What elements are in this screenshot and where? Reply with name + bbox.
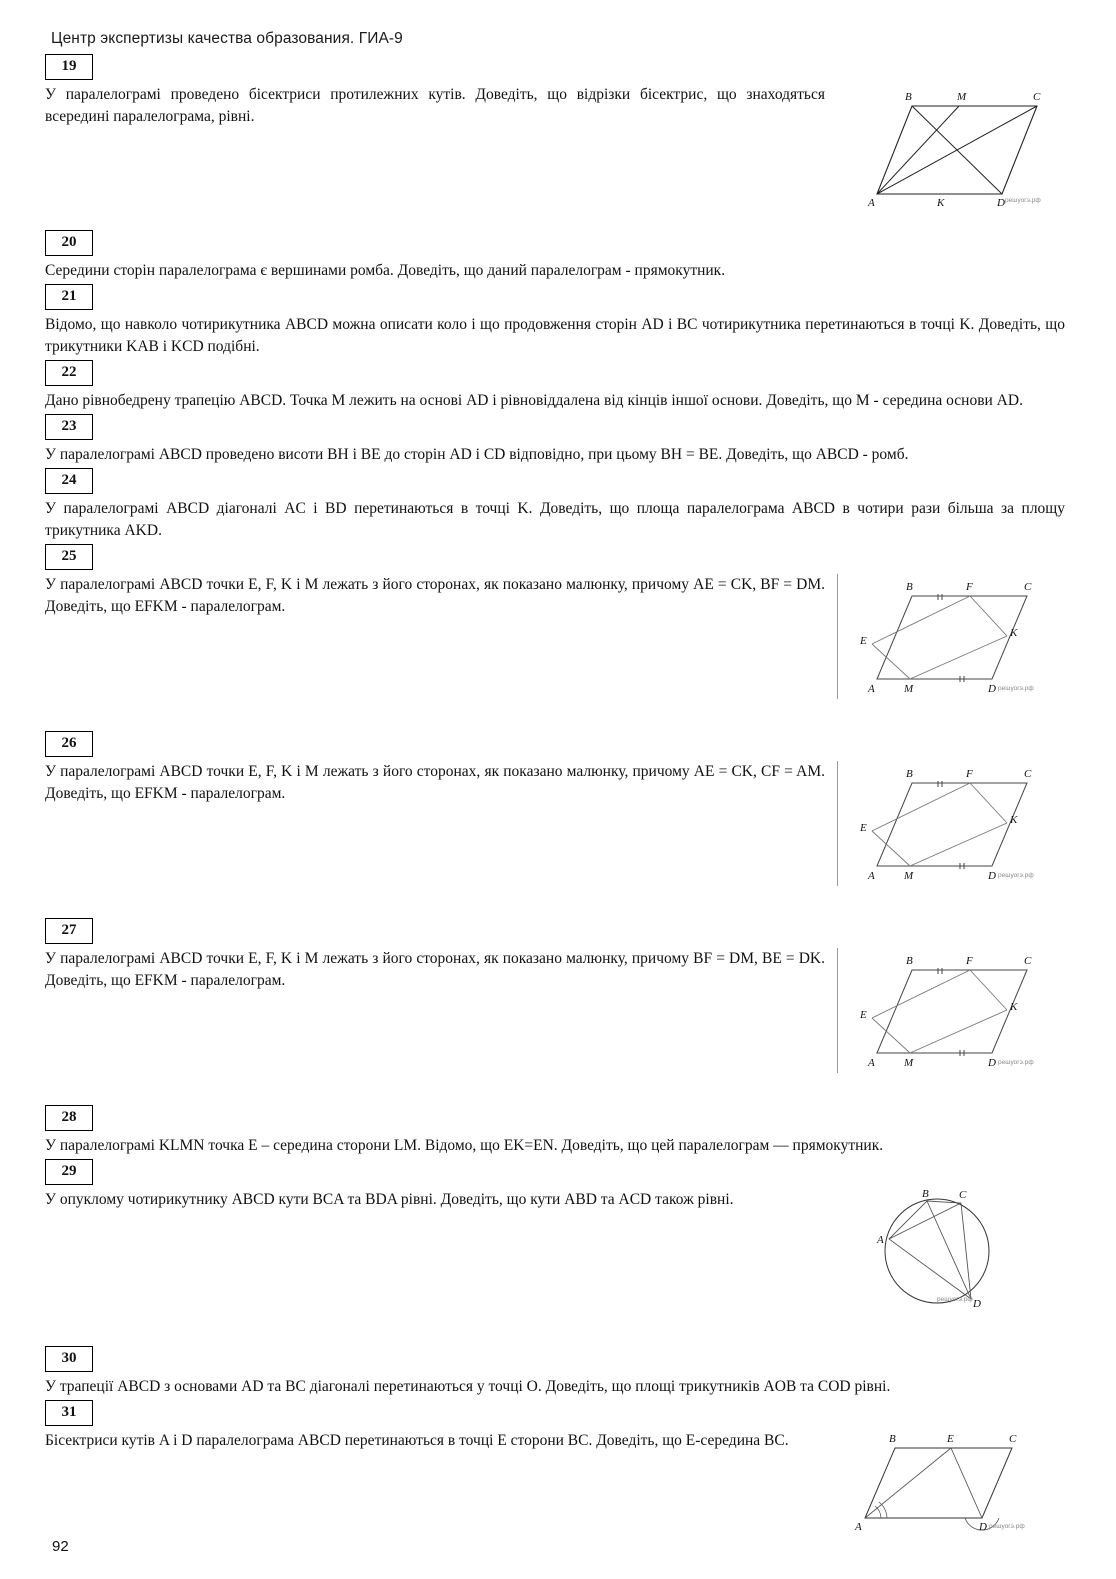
task-text: Дано рівнобедрену трапецію ABCD. Точка M лежить на основі AD і рівновіддалена від кінців іншої основи. Доведіть, що M - середина основи AD.: [45, 392, 1023, 409]
svg-text:K: K: [1010, 814, 1018, 826]
svg-text:B: B: [922, 1189, 929, 1200]
task-number-badge: 21: [45, 284, 93, 310]
svg-text:F: F: [966, 768, 973, 780]
svg-text:A: A: [868, 683, 875, 695]
task-number-badge: 25: [45, 544, 93, 570]
svg-text:C: C: [1009, 1433, 1017, 1445]
figure-parallelogram-efkm: [837, 574, 1067, 699]
task-number-badge: 28: [45, 1105, 93, 1131]
svg-text:A: A: [868, 197, 875, 209]
svg-text:A: A: [868, 870, 875, 882]
figure-circle-quadrilateral: [837, 1189, 1052, 1314]
svg-text:D: D: [988, 870, 996, 882]
task-number-badge: 29: [45, 1159, 93, 1185]
svg-text:C: C: [1024, 955, 1032, 967]
svg-text:D: D: [988, 683, 996, 695]
task-number-badge: 23: [45, 414, 93, 440]
svg-text:E: E: [860, 635, 867, 647]
svg-text:E: E: [947, 1433, 954, 1445]
task-number-badge: 19: [45, 54, 93, 80]
task-number-badge: 20: [45, 230, 93, 256]
svg-text:C: C: [959, 1189, 967, 1201]
task-text: Відомо, що навколо чотирикутника ABCD можна описати коло і що продовження сторін AD і BC чотирикутника перетинаються в точці K. Доведіть, що трикутники KAB і KCD подібні.: [45, 316, 1065, 355]
task-21: [45, 284, 1071, 358]
svg-text:A: A: [855, 1521, 862, 1533]
svg-text:F: F: [966, 955, 973, 967]
svg-text:C: C: [1033, 91, 1041, 103]
svg-text:решуогэ.рф: решуогэ.рф: [998, 685, 1034, 692]
svg-text:K: K: [937, 197, 945, 209]
task-text: Бісектриси кутів A і D паралелограма ABCD перетинаються в точці E сторони BC. Доведіть, що E-середина BC.: [45, 1432, 789, 1449]
task-19: [45, 54, 1071, 214]
figure-parallelogram-efkm: [837, 948, 1067, 1073]
task-text: У трапеції ABCD з основами AD та BC діагоналі перетинаються у точці O. Доведіть, що площі трикутників AOB та COD рівні.: [45, 1378, 891, 1395]
task-number-badge: 26: [45, 731, 93, 757]
task-number-badge: 30: [45, 1346, 93, 1372]
svg-text:D: D: [988, 1057, 996, 1069]
svg-text:C: C: [1024, 581, 1032, 593]
svg-text:B: B: [889, 1433, 896, 1445]
figure-parallelogram-bisectors: [837, 84, 1052, 214]
svg-text:B: B: [905, 91, 912, 103]
figure-parallelogram-angle-bisectors: [837, 1430, 1052, 1540]
task-number-badge: 22: [45, 360, 93, 386]
svg-text:K: K: [1010, 627, 1018, 639]
svg-text:M: M: [904, 1057, 914, 1069]
task-text: У паралелограмі KLMN точка E – середина сторони LM. Відомо, що EK=EN. Доведіть, що цей паралелограм — прямокутник.: [45, 1137, 884, 1154]
task-29: [45, 1159, 1071, 1314]
svg-text:F: F: [966, 581, 973, 593]
task-text: Середини сторін паралелограма є вершинами ромба. Доведіть, що даний паралелограм - прямокутник.: [45, 262, 726, 279]
svg-text:E: E: [860, 1009, 867, 1021]
task-number-badge: 24: [45, 468, 93, 494]
task-text: У паралелограмі ABCD точки E, F, K і M лежать з його сторонах, як показано малюнку, причому AE = CK, BF = DM. Доведіть, що EFKM - паралелограм.: [45, 576, 825, 615]
figure-parallelogram-efkm: [837, 761, 1067, 886]
task-text: У паралелограмі ABCD проведено висоти BH і BE до сторін AD і CD відповідно, при цьому BH = BE. Доведіть, що ABCD - ромб.: [45, 446, 909, 463]
svg-text:B: B: [906, 955, 913, 967]
svg-text:решуогэ.рф: решуогэ.рф: [998, 1059, 1034, 1066]
task-text: У паралелограмі проведено бісектриси протилежних кутів. Доведіть, що відрізки бісектрис, що знаходяться всередині паралелограма, рівні.: [45, 86, 825, 125]
task-24: [45, 468, 1071, 542]
task-text: У паралелограмі ABCD точки E, F, K і M лежать з його сторонах, як показано малюнку, причому AE = CK, CF = AM. Доведіть, що EFKM - паралелограм.: [45, 763, 825, 802]
svg-text:решуогэ.рф: решуогэ.рф: [1005, 197, 1041, 204]
task-31: [45, 1400, 1071, 1540]
page-number: 92: [52, 1538, 69, 1555]
svg-text:решуогэ.рф: решуогэ.рф: [989, 1523, 1025, 1530]
task-20: [45, 230, 1071, 282]
task-23: [45, 414, 1071, 466]
svg-text:A: A: [868, 1057, 875, 1069]
svg-text:C: C: [1024, 768, 1032, 780]
task-text: У паралелограмі ABCD діагоналі AC і BD перетинаються в точці K. Доведіть, що площа паралелограма ABCD в чотири рази більша за площу трикутника AKD.: [45, 500, 1065, 539]
svg-text:D: D: [973, 1298, 981, 1310]
svg-text:B: B: [906, 768, 913, 780]
svg-text:M: M: [904, 683, 914, 695]
task-27: [45, 918, 1071, 1073]
page-header: Центр экспертизы качества образования. ГИА-9: [51, 30, 403, 47]
task-25: [45, 544, 1071, 699]
svg-text:E: E: [860, 822, 867, 834]
svg-text:D: D: [997, 197, 1005, 209]
svg-text:M: M: [957, 91, 967, 103]
svg-text:K: K: [1010, 1001, 1018, 1013]
task-26: [45, 731, 1071, 886]
task-30: [45, 1346, 1071, 1398]
svg-text:M: M: [904, 870, 914, 882]
task-28: [45, 1105, 1071, 1157]
svg-text:решуогэ.рф: решуогэ.рф: [937, 1296, 973, 1303]
task-number-badge: 31: [45, 1400, 93, 1426]
svg-text:D: D: [979, 1521, 987, 1533]
task-text: У опуклому чотирикутнику ABCD кути BCA та BDA рівні. Доведіть, що кути ABD та ACD також рівні.: [45, 1191, 734, 1208]
svg-text:B: B: [906, 581, 913, 593]
task-number-badge: 27: [45, 918, 93, 944]
task-text: У паралелограмі ABCD точки E, F, K і M лежать з його сторонах, як показано малюнку, причому BF = DM, BE = DK. Доведіть, що EFKM - паралелограм.: [45, 950, 825, 989]
task-22: [45, 360, 1071, 412]
svg-text:решуогэ.рф: решуогэ.рф: [998, 872, 1034, 879]
svg-text:A: A: [877, 1234, 884, 1246]
